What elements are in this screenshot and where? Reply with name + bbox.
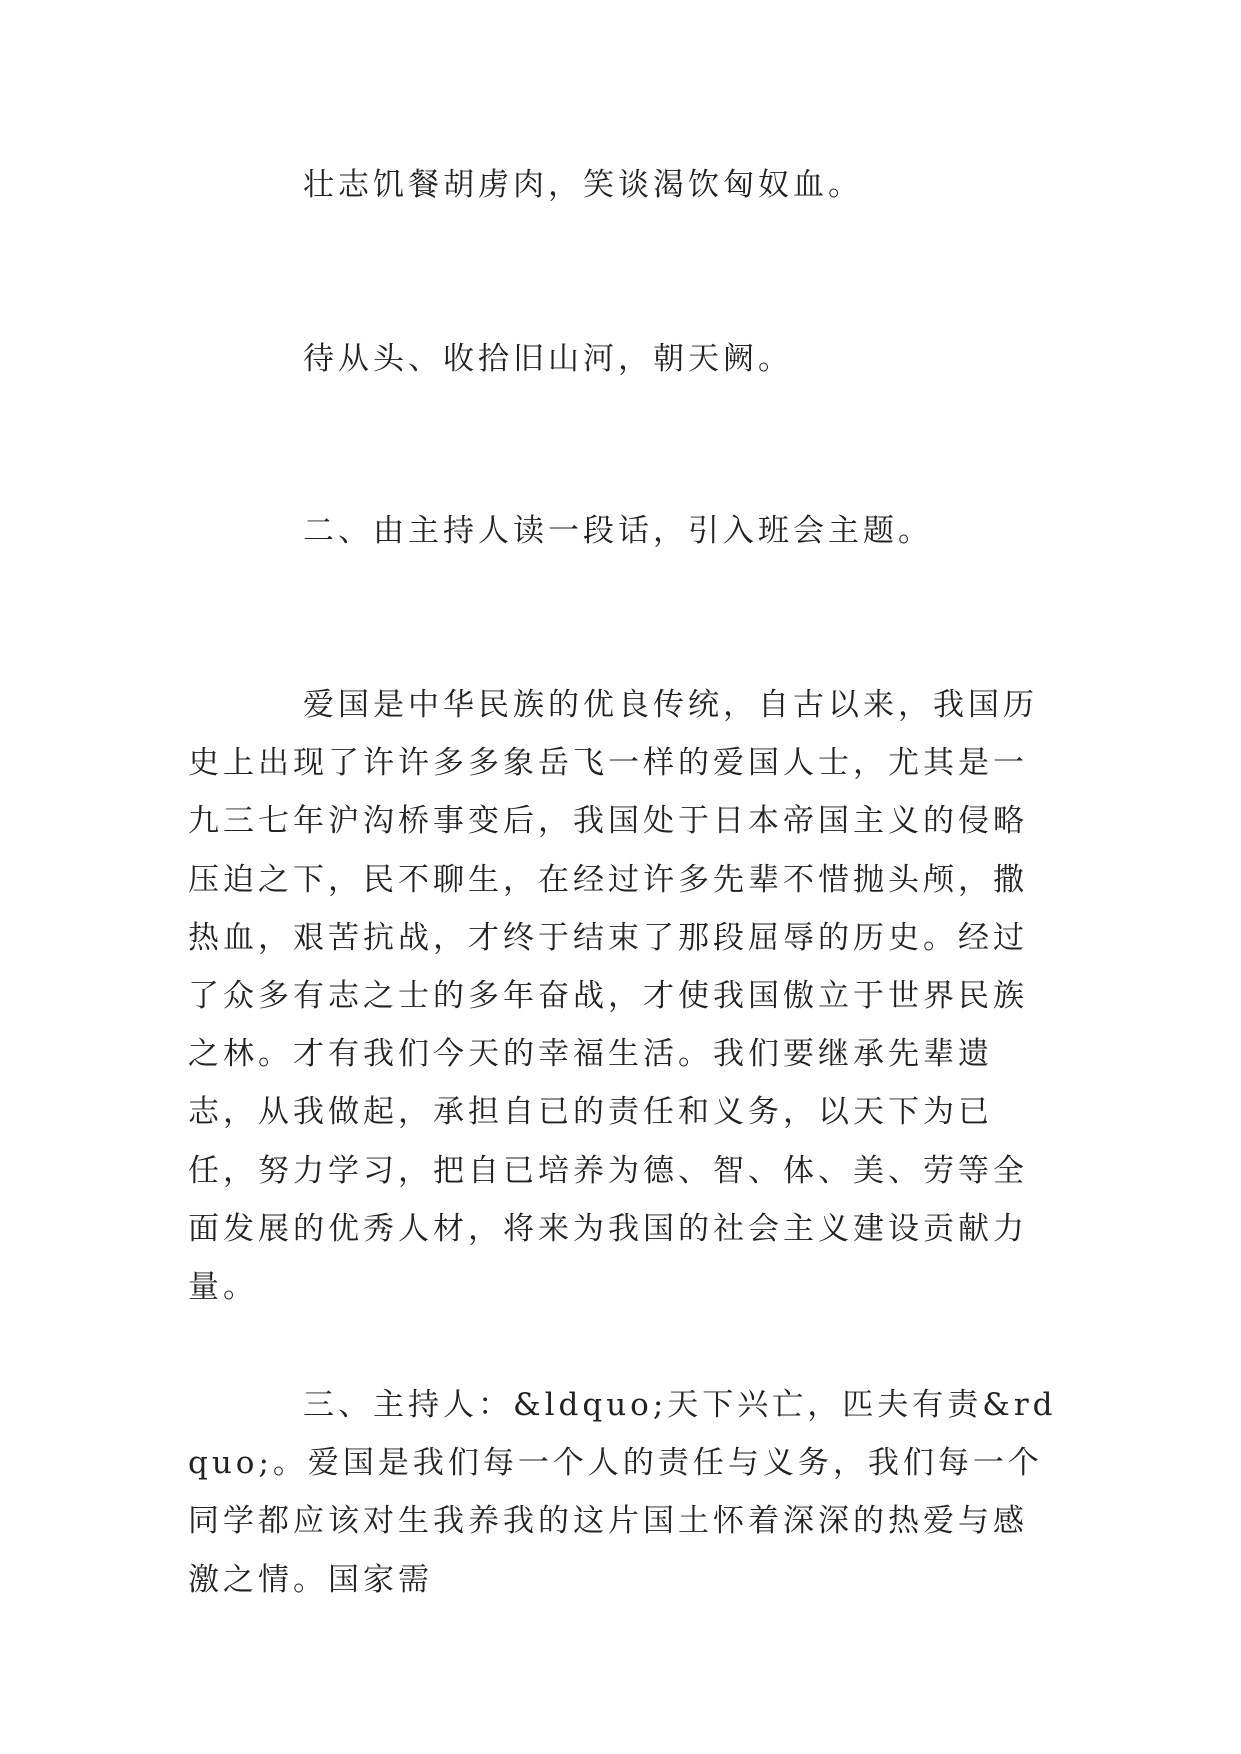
section-two-heading: 二、由主持人读一段话，引入班会主题。 — [303, 513, 933, 549]
section-three-paragraph: 三、主持人：&ldquo;天下兴亡，匹夫有责&rdquo;。爱国是我们每一个人的责任与义务，我们每一个同学都应该对生我养我的这片国土怀着深深的热爱与感激之情。国家需 — [188, 1387, 1057, 1598]
poem-line-2: 待从头、收拾旧山河，朝天阙。 — [303, 341, 793, 377]
poem-line-1: 壮志饥餐胡虏肉，笑谈渴饮匈奴血。 — [303, 167, 863, 203]
patriotism-paragraph: 爱国是中华民族的优良传统，自古以来，我国历史上出现了许许多多象岳飞一样的爱国人士，尤其是一九三七年沪沟桥事变后，我国处于日本帝国主义的侵略压迫之下，民不聊生，在经过许多先辈不惜抛头颅，撒热血，艰苦抗战，才终于结束了那段屈辱的历史。经过了众多有志之士的多年奋战，才使我国傲立于世界民族之林。才有我们今天的幸福生活。我们要继承先辈遗志，从我做起，承担自已的责任和义务，以天下为已任，努力学习，把自已培养为德、智、体、美、劳等全面发展的优秀人材，将来为我国的社会主义建设贡献力量。 — [188, 687, 1038, 1306]
